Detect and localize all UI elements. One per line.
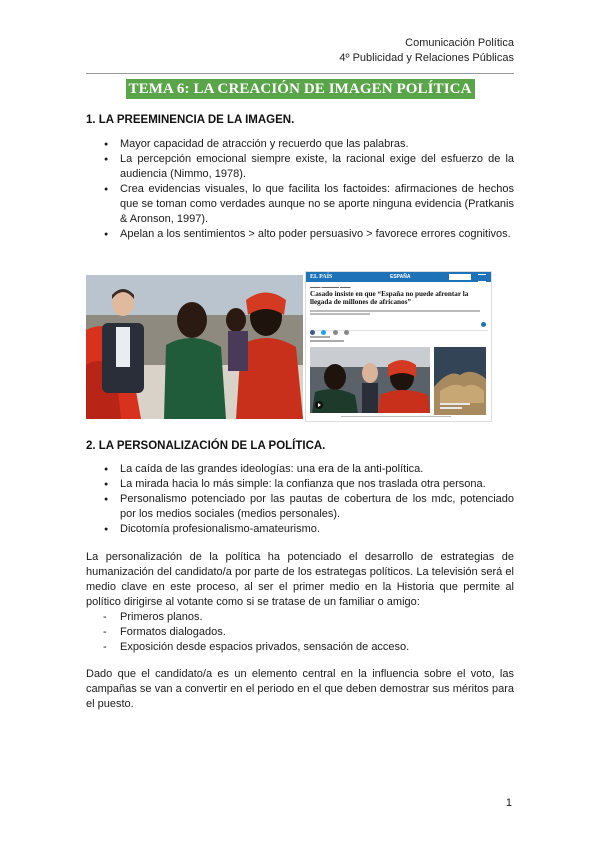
list-item: ● Mayor capacidad de atracción y recuerdo que las palabras. (86, 137, 514, 152)
menu-icon (478, 274, 486, 282)
newspaper-headline: Casado insiste en que “España no puede afrontar la llegada de millones de africanos” (310, 290, 469, 307)
newspaper-section: ESPAÑA (390, 274, 411, 280)
section2-bullet-list (86, 462, 514, 537)
list-item: - Formatos dialogados. (86, 625, 514, 640)
list-item: ● La caída de las grandes ideologías: una era de la anti-política. (86, 462, 514, 477)
list-item: - Primeros planos. (86, 610, 514, 625)
list-item: ● Dicotomía profesionalismo-amateurismo. (86, 522, 514, 537)
newspaper-subheadline (310, 309, 486, 316)
newspaper-screenshot (305, 271, 492, 422)
page-title: TEMA 6: LA CREACIÓN DE IMAGEN POLÍTICA (126, 79, 475, 99)
article-image (310, 347, 430, 413)
image-caption (341, 414, 451, 417)
newspaper-kicker: ▬▬▬ ▬▬▬▬▬ ▬▬▬ (310, 285, 351, 289)
course-name: Comunicación Política (405, 37, 514, 49)
list-item: ● Apelan a los sentimientos > alto poder persuasivo > favorece errores cognitivos. (86, 227, 514, 242)
share-bar (310, 322, 488, 331)
comments-icon (481, 322, 486, 327)
page-number: 1 (505, 797, 512, 809)
paragraph-candidate: Dado que el candidato/a es un elemento central en la influencia sobre el voto, las campañas se van a convertir en el periodo en el que deben demostrar sus méritos para el puesto. (86, 668, 514, 710)
dash-list (86, 610, 514, 655)
list-item: ● La mirada hacia lo más simple: la confianza que nos traslada otra persona. (86, 477, 514, 492)
document-header (339, 36, 514, 66)
article-meta (310, 334, 344, 344)
title-wrapper (0, 79, 600, 99)
section1-bullet-list (86, 137, 514, 242)
news-photo (86, 275, 303, 419)
article-image-illustration (310, 347, 430, 413)
list-item: ● La percepción emocional siempre existe, la racional exige del esfuerzo de la audiencia (Nimmo, 1978). (86, 152, 514, 182)
related-image-illustration (434, 347, 486, 415)
newspaper-logo: EL PAÍS (310, 274, 333, 280)
list-item: - Exposición desde espacios privados, sensación de acceso. (86, 640, 514, 655)
section-heading-2: 2. LA PERSONALIZACIÓN DE LA POLÍTICA. (86, 440, 326, 452)
list-item: ● Personalismo potenciado por las pautas de cobertura de los mdc, potenciado por los medios sociales (medios personales). (86, 492, 514, 522)
newspaper-topbar (306, 272, 491, 282)
mail-icon (344, 330, 349, 335)
header-divider (86, 73, 514, 74)
related-article-image (434, 347, 486, 415)
course-degree: 4º Publicidad y Relaciones Públicas (339, 52, 514, 64)
paragraph-personalization: La personalización de la política ha potenciado el desarrollo de estrategias de humanización del candidato/a por parte de los estrategas políticos. La televisión será el medio clave en este proceso, al ser el primer medio en la Historia que permite al político dirigirse al votante como si se tratase de un familiar o amigo: (86, 551, 514, 608)
subscribe-button (449, 274, 471, 280)
list-item: ● Crea evidencias visuales, lo que facilita los factoides: afirmaciones de hechos que se toman como verdades aunque no se aporte ninguna evidencia (Pratkanis & Aronson, 1997). (86, 182, 514, 227)
photo-illustration (86, 275, 303, 419)
section-heading-1: 1. LA PREEMINENCIA DE LA IMAGEN. (86, 114, 295, 126)
